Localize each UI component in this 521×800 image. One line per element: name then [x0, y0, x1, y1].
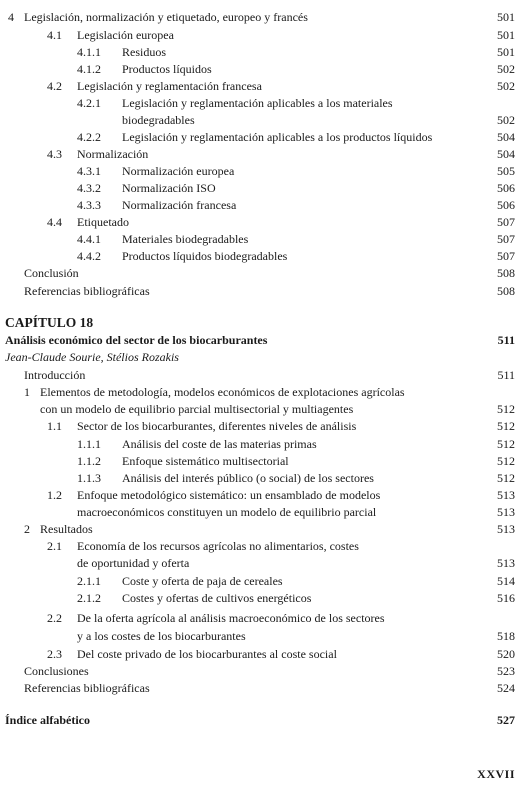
toc-entry	[0, 314, 521, 331]
toc-entry	[0, 663, 521, 680]
toc-entry-page: 507	[497, 215, 515, 229]
toc-entry-title: macroeconómicos constituyen un modelo de equilibrio parcial	[77, 505, 377, 519]
toc-entry	[0, 9, 521, 26]
toc-entry-page: 507	[497, 232, 515, 246]
toc-entry	[0, 214, 521, 231]
toc-entry-page: 507	[497, 249, 515, 263]
toc-entry	[0, 555, 521, 572]
toc-entry-title: Referencias bibliográficas	[24, 681, 150, 695]
toc-entry-title: Etiquetado	[77, 215, 129, 229]
toc-entry-page: 520	[497, 647, 515, 661]
toc-entry	[0, 610, 521, 627]
toc-entry-title: Coste y oferta de paja de cereales	[122, 574, 283, 588]
toc-entry	[0, 504, 521, 521]
page-folio: XXVII	[477, 767, 515, 781]
toc-entry	[0, 521, 521, 538]
toc-entry-page: 508	[497, 266, 515, 280]
toc-entry-title: Análisis económico del sector de los biocarburantes	[5, 333, 268, 347]
toc-entry-title: Normalización francesa	[122, 198, 237, 212]
toc-entry	[0, 590, 521, 607]
toc-entry-number: 1	[24, 385, 30, 399]
toc-entry-number: 4.3.3	[77, 198, 101, 212]
toc-entry-title: Referencias bibliográficas	[24, 284, 150, 298]
toc-entry-page: 506	[497, 198, 515, 212]
toc-entry-number: 4.1.2	[77, 62, 101, 76]
toc-entry-page: 514	[497, 574, 515, 588]
toc-entry-title: Conclusión	[24, 266, 79, 280]
toc-entry-title: Elementos de metodología, modelos económicos de explotaciones agrícolas	[40, 385, 405, 399]
toc-entry-title: Normalización ISO	[122, 181, 216, 195]
toc-entry	[0, 27, 521, 44]
toc-entry	[0, 712, 521, 729]
toc-entry-number: 4.4.2	[77, 249, 101, 263]
toc-entry-title: y a los costes de los biocarburantes	[77, 629, 246, 643]
toc-entry	[0, 44, 521, 61]
toc-entry	[0, 401, 521, 418]
toc-entry-number: 2	[24, 522, 30, 536]
toc-entry	[0, 283, 521, 300]
toc-entry-title: Legislación y reglamentación aplicables a los productos líquidos	[122, 130, 433, 144]
toc-entry-title: De la oferta agrícola al análisis macroeconómico de los sectores	[77, 611, 385, 625]
toc-entry	[0, 453, 521, 470]
toc-entry-number: 1.1.2	[77, 454, 101, 468]
toc-entry	[0, 573, 521, 590]
toc-entry-page: 518	[497, 629, 515, 643]
toc-entry-page: 513	[497, 488, 515, 502]
toc-entry-number: 4.3.2	[77, 181, 101, 195]
toc-entry-title: biodegradables	[122, 113, 195, 127]
toc-entry-page: 527	[497, 713, 515, 727]
toc-entry	[0, 197, 521, 214]
toc-entry-title: Legislación, normalización y etiquetado, europeo y francés	[24, 10, 308, 24]
toc-entry-number: 4.4.1	[77, 232, 101, 246]
toc-entry-page: 513	[497, 556, 515, 570]
toc-entry-number: 2.1.1	[77, 574, 101, 588]
toc-entry-title: Introducción	[24, 368, 86, 382]
toc-entry-title: Conclusiones	[24, 664, 89, 678]
toc-entry-title: Jean-Claude Sourie, Stélios Rozakis	[5, 350, 179, 364]
toc-entry	[0, 628, 521, 645]
toc-entry	[0, 231, 521, 248]
toc-entry-title: Enfoque sistemático multisectorial	[122, 454, 289, 468]
toc-entry-page: 512	[497, 402, 515, 416]
toc-entry	[0, 384, 521, 401]
toc-entry-number: 1.1	[47, 419, 62, 433]
toc-entry-page: 501	[497, 28, 515, 42]
toc-entry	[0, 95, 521, 112]
toc-entry-title: Análisis del interés público (o social) de los sectores	[122, 471, 374, 485]
toc-entry-number: 1.2	[47, 488, 62, 502]
toc-entry-page: 508	[497, 284, 515, 298]
toc-entry-title: Residuos	[122, 45, 167, 59]
toc-entry-page: 502	[497, 62, 515, 76]
toc-entry	[0, 332, 521, 349]
toc-entry-page: 504	[497, 130, 515, 144]
toc-entry-page: 523	[497, 664, 515, 678]
toc-entry-page: 513	[497, 505, 515, 519]
toc-entry-number: 4.2	[47, 79, 62, 93]
toc-entry	[0, 367, 521, 384]
toc-entry-title: Del coste privado de los biocarburantes al coste social	[77, 647, 337, 661]
toc-entry-number: 4	[8, 10, 14, 24]
toc-entry-number: 2.3	[47, 647, 62, 661]
toc-entry-number: 2.2	[47, 611, 62, 625]
toc-entry-page: 502	[497, 113, 515, 127]
toc-entry-title: Materiales biodegradables	[122, 232, 249, 246]
toc-entry-page: 502	[497, 79, 515, 93]
toc-entry-page: 511	[497, 368, 515, 382]
toc-entry	[0, 487, 521, 504]
toc-entry-page: 512	[497, 437, 515, 451]
toc-entry-title: Productos líquidos	[122, 62, 212, 76]
toc-entry-page: 501	[497, 45, 515, 59]
toc-entry-number: 2.1	[47, 539, 62, 553]
toc-entry-number: 4.2.2	[77, 130, 101, 144]
toc-entry	[0, 112, 521, 129]
toc-entry	[0, 146, 521, 163]
toc-entry-title: de oportunidad y oferta	[77, 556, 190, 570]
toc-entry-page: 501	[497, 10, 515, 24]
toc-entry-page: 512	[497, 419, 515, 433]
toc-entry-title: Análisis del coste de las materias primas	[122, 437, 317, 451]
toc-entry	[0, 265, 521, 282]
toc-entry-number: 4.1.1	[77, 45, 101, 59]
toc-entry-page: 524	[497, 681, 515, 695]
toc-entry-page: 513	[497, 522, 515, 536]
toc-entry	[0, 436, 521, 453]
toc-entry	[0, 470, 521, 487]
toc-entry	[0, 129, 521, 146]
toc-entry-number: 1.1.3	[77, 471, 101, 485]
toc-entry	[0, 349, 521, 366]
toc-entry-title: Productos líquidos biodegradables	[122, 249, 288, 263]
toc-entry-title: Costes y ofertas de cultivos energéticos	[122, 591, 312, 605]
toc-entry-page: 512	[497, 454, 515, 468]
toc-entry-number: 4.4	[47, 215, 62, 229]
toc-entry-title: Legislación y reglamentación francesa	[77, 79, 262, 93]
toc-entry-page: 505	[497, 164, 515, 178]
toc-entry	[0, 418, 521, 435]
toc-entry-page: 511	[497, 333, 515, 347]
toc-entry	[0, 163, 521, 180]
toc-entry-title: Resultados	[40, 522, 93, 536]
toc-entry-page: 512	[497, 471, 515, 485]
toc-entry	[0, 680, 521, 697]
toc-entry-number: 4.2.1	[77, 96, 101, 110]
toc-entry	[0, 538, 521, 555]
toc-entry-number: 1.1.1	[77, 437, 101, 451]
toc-entry-title: Sector de los biocarburantes, diferentes niveles de análisis	[77, 419, 357, 433]
toc-entry-title: con un modelo de equilibrio parcial multisectorial y multiagentes	[40, 402, 354, 416]
toc-entry-page: 506	[497, 181, 515, 195]
toc-entry	[0, 180, 521, 197]
toc-entry-title: Normalización	[77, 147, 149, 161]
toc-entry-title: Enfoque metodológico sistemático: un ensamblado de modelos	[77, 488, 381, 502]
toc-entry	[0, 248, 521, 265]
toc-entry-title: Normalización europea	[122, 164, 235, 178]
toc-entry-number: 2.1.2	[77, 591, 101, 605]
toc-entry-title: CAPÍTULO 18	[5, 315, 94, 330]
toc-entry-number: 4.3.1	[77, 164, 101, 178]
toc-entry	[0, 61, 521, 78]
toc-entry-number: 4.3	[47, 147, 62, 161]
toc-entry-title: Índice alfabético	[5, 713, 90, 727]
toc-entry-page: 504	[497, 147, 515, 161]
toc-entry-number: 4.1	[47, 28, 62, 42]
toc-entry	[0, 646, 521, 663]
toc-entry-title: Economía de los recursos agrícolas no alimentarios, costes	[77, 539, 359, 553]
toc-entry-title: Legislación europea	[77, 28, 174, 42]
toc-entry-page: 516	[497, 591, 515, 605]
toc-entry-title: Legislación y reglamentación aplicables a los materiales	[122, 96, 393, 110]
toc-entry	[0, 78, 521, 95]
